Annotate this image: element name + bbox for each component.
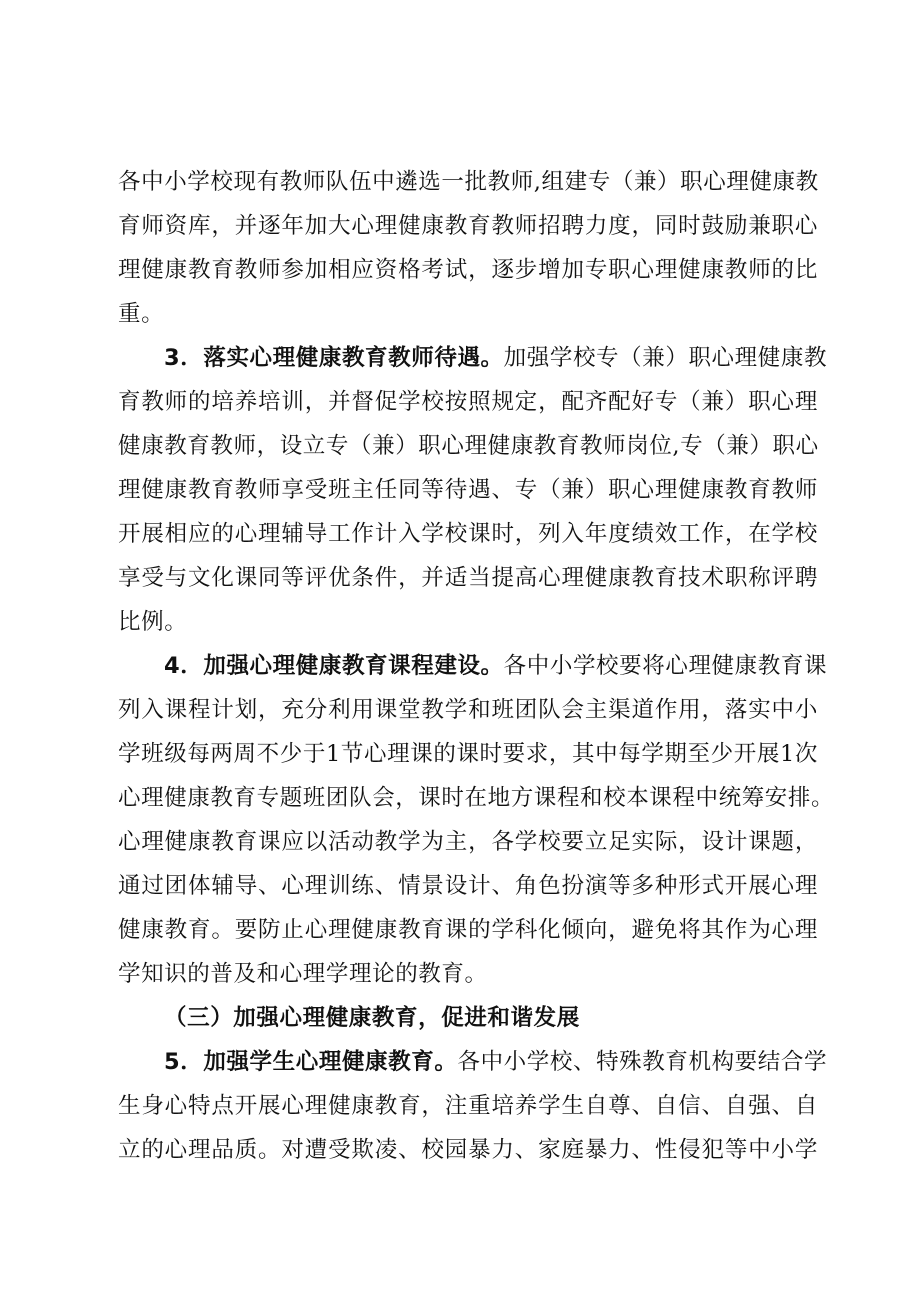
section-3-heading-text: （三）加强心理健康教育，促进和谐发展 (164, 1005, 580, 1031)
item-4-line-4: 心理健康教育专题班团队会，课时在地方课程和校本课程中统筹安排。 (118, 785, 835, 811)
item-4-line-1-text: 各中小学校要将心理健康教育课 (503, 653, 828, 679)
item-3-line-3: 健康教育教师，设立专（兼）职心理健康教育教师岗位,专（兼）职心 (118, 433, 819, 459)
item-4-line-1 (164, 646, 828, 686)
paragraph-1-line-1: 各中小学校现有教师队伍中遴选一批教师,组建专（兼）职心理健康教 (118, 169, 819, 195)
item-5-line-2: 生身心特点开展心理健康教育，注重培养学生自尊、自信、自强、自 (118, 1093, 818, 1119)
item-4-line-2: 列入课程计划，充分利用课堂教学和班团队会主渠道作用，落实中小 (118, 697, 818, 723)
paragraph-1-line-4: 重。 (118, 301, 165, 327)
paragraph-1-line-3: 理健康教育教师参加相应资格考试，逐步增加专职心理健康教师的比 (118, 257, 818, 283)
item-4-line-6: 通过团体辅导、心理训练、情景设计、角色扮演等多种形式开展心理 (118, 873, 818, 899)
item-3-heading: 3．落实心理健康教育教师待遇。 (164, 345, 504, 371)
item-3-line-6: 享受与文化课同等评优条件，并适当提高心理健康教育技术职称评聘 (118, 565, 818, 591)
item-4-line-7: 健康教育。要防止心理健康教育课的学科化倾向，避免将其作为心理 (118, 917, 818, 943)
item-5-line-1 (164, 1042, 828, 1082)
paragraph-1-line-2: 育师资库，并逐年加大心理健康教育教师招聘力度，同时鼓励兼职心 (118, 213, 818, 239)
item-4-line-8: 学知识的普及和心理学理论的教育。 (118, 961, 488, 987)
section-3-heading (164, 998, 818, 1038)
item-4-line-3: 学班级每两周不少于1节心理课的课时要求，其中每学期至少开展1次 (118, 741, 818, 767)
item-3-line-2: 育教师的培养培训，并督促学校按照规定，配齐配好专（兼）职心理 (118, 389, 818, 415)
item-3-line-1-text: 加强学校专（兼）职心理健康教 (503, 345, 828, 371)
item-5-heading: 5．加强学生心理健康教育。 (164, 1049, 458, 1075)
item-3-line-1 (164, 338, 828, 378)
item-4-heading: 4．加强心理健康教育课程建设。 (164, 653, 504, 679)
item-3-line-5: 开展相应的心理辅导工作计入学校课时，列入年度绩效工作，在学校 (118, 521, 818, 547)
item-3-line-7: 比例。 (118, 609, 188, 635)
item-3-line-4: 理健康教育教师享受班主任同等待遇、专（兼）职心理健康教育教师 (118, 477, 818, 503)
item-4-line-5: 心理健康教育课应以活动教学为主，各学校要立足实际，设计课题， (118, 829, 818, 855)
item-5-line-3: 立的心理品质。对遭受欺凌、校园暴力、家庭暴力、性侵犯等中小学 (118, 1137, 818, 1163)
item-5-line-1-text: 各中小学校、特殊教育机构要结合学 (457, 1049, 828, 1075)
